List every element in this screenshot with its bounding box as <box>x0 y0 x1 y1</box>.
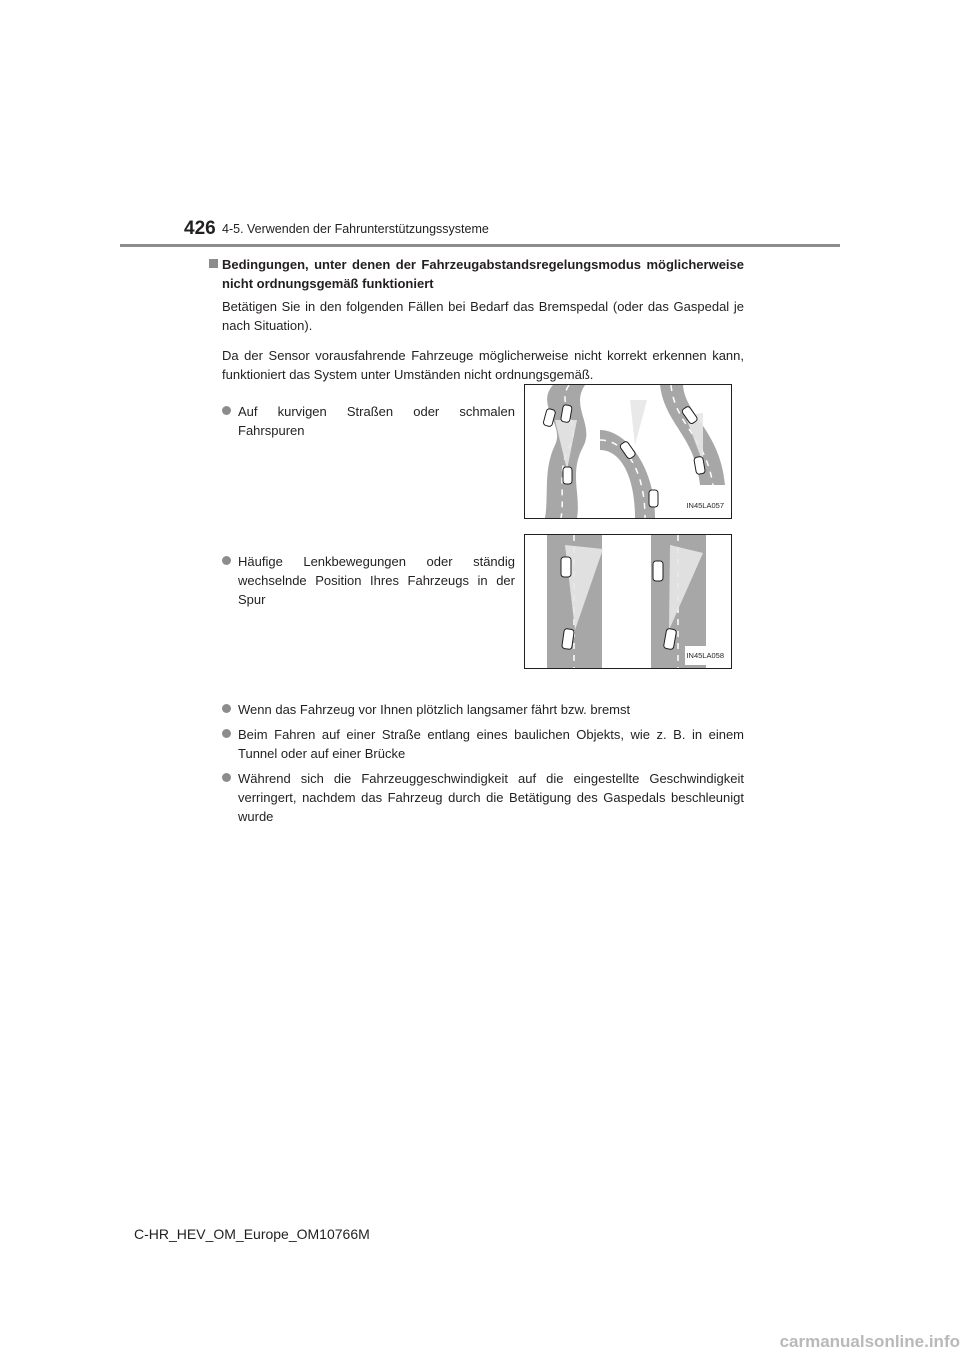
list-item <box>222 725 744 763</box>
list-item-text: Während sich die Fahrzeuggeschwindigkeit auf die eingestellte Geschwindigkeit verringert, nachdem das Fahrzeug durch die Betätigung des Gaspedals beschleunigt wurde <box>238 771 744 824</box>
figure-code: IN45LA057 <box>685 496 725 515</box>
document-id: C-HR_HEV_OM_Europe_OM10766M <box>134 1226 370 1242</box>
square-bullet-icon <box>209 259 218 268</box>
list-item-text: Wenn das Fahrzeug vor Ihnen plötzlich langsamer fährt bzw. bremst <box>238 702 631 717</box>
section-heading-text: Bedingungen, unter denen der Fahrzeugabstandsregelungsmodus möglicherweise nicht ordnungsgemäß funktioniert <box>222 257 744 291</box>
figure-lane-weaving <box>524 534 732 669</box>
header-rule <box>120 244 840 247</box>
paragraph: Betätigen Sie in den folgenden Fällen bei Bedarf das Bremspedal (oder das Gaspedal je nach Situation). <box>222 299 744 333</box>
list-item-text: Auf kurvigen Straßen oder schmalen Fahrspuren <box>238 404 515 438</box>
bullet-icon <box>222 556 231 565</box>
page-number: 426 <box>184 218 216 239</box>
figure-row <box>222 552 744 692</box>
list-item-text: Beim Fahren auf einer Straße entlang eines baulichen Objekts, wie z. B. in einem Tunnel oder auf einer Brücke <box>238 727 744 761</box>
main-content <box>222 255 744 832</box>
bullet-icon <box>222 729 231 738</box>
bullet-icon <box>222 704 231 713</box>
condition-list <box>222 700 744 826</box>
figure-code: IN45LA058 <box>685 646 725 665</box>
figure-row <box>222 402 744 542</box>
figure-curved-roads <box>524 384 732 519</box>
bullet-icon <box>222 406 231 415</box>
paragraph: Da der Sensor vorausfahrende Fahrzeuge möglicherweise nicht korrekt erkennen kann, funktioniert das System unter Umständen nicht ordnungsgemäß. <box>222 348 744 382</box>
bullet-icon <box>222 773 231 782</box>
section-title: 4-5. Verwenden der Fahrunterstützungssysteme <box>222 222 489 236</box>
list-item <box>222 700 744 719</box>
list-item <box>222 769 744 826</box>
section-heading <box>222 255 744 293</box>
watermark: carmanualsonline.info <box>779 1332 960 1351</box>
list-item-text: Häufige Lenkbewegungen oder ständig wechselnde Position Ihres Fahrzeugs in der Spur <box>238 554 515 607</box>
list-item <box>222 552 515 609</box>
list-item <box>222 402 515 440</box>
